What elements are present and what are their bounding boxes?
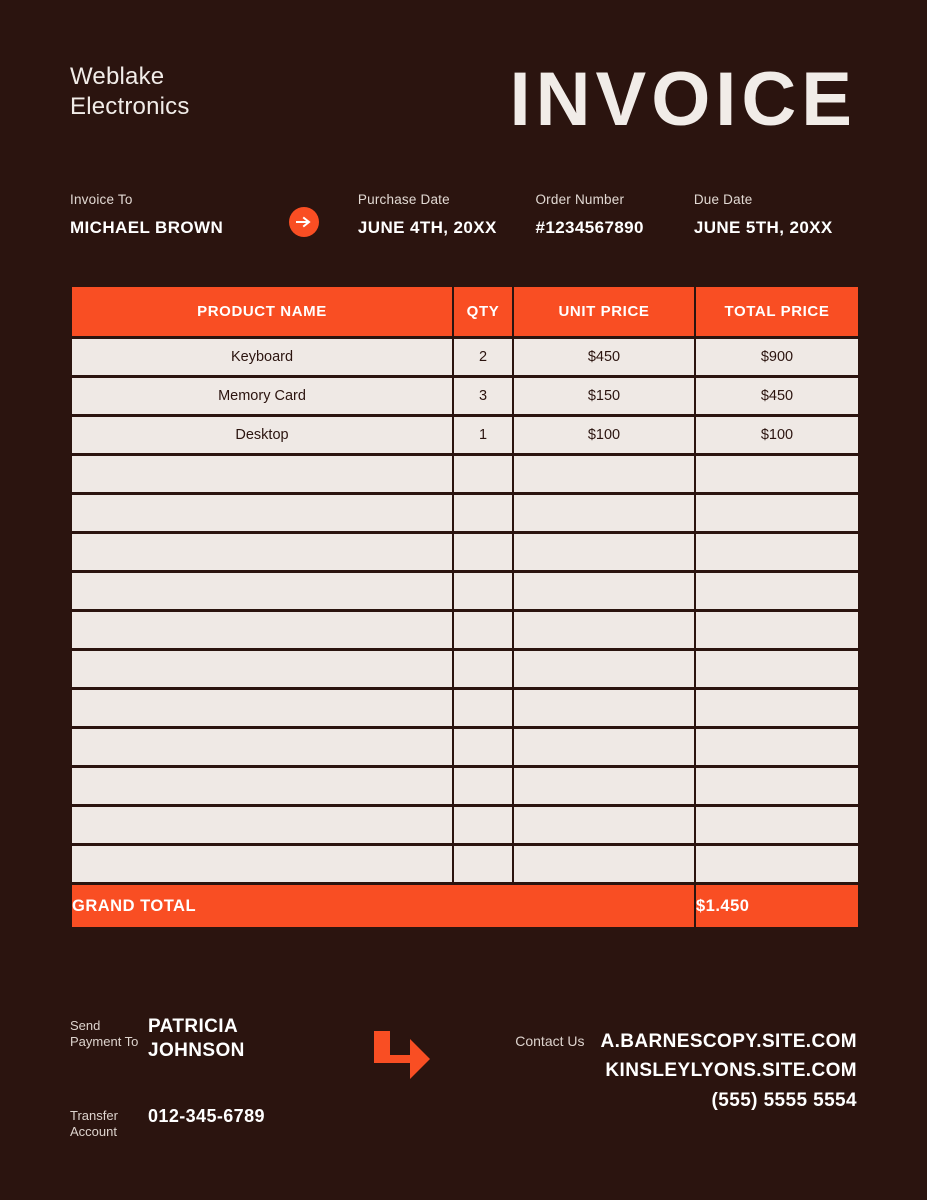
arrow-right-icon [289,207,319,237]
table-cell: 2 [454,339,512,375]
table-cell [696,690,858,726]
table-cell [514,807,694,843]
table-header-row [72,287,858,336]
table-row [72,690,858,726]
invoice-footer [0,1015,927,1140]
table-cell: $150 [514,378,694,414]
table-cell [696,573,858,609]
table-cell: $100 [696,417,858,453]
payee-line-2: JOHNSON [148,1039,245,1061]
grand-total-value: $1.450 [696,885,858,927]
table-cell [514,573,694,609]
table-cell [454,456,512,492]
arrow-down-right-icon [370,1025,434,1094]
table-cell [696,495,858,531]
table-cell [454,495,512,531]
table-row [72,495,858,531]
contact-phone[interactable]: (555) 5555 5554 [711,1089,857,1111]
table-cell [454,846,512,882]
table-cell [454,690,512,726]
column-header-product-name: PRODUCT NAME [72,287,452,336]
payment-details [70,1015,440,1140]
contact-us-label: Contact Us [515,1033,585,1049]
grand-total-row [72,885,858,927]
table-cell [514,690,694,726]
invoice-meta [0,192,927,238]
meta-invoice-to-label: Invoice To [70,192,133,208]
table-cell [72,651,452,687]
meta-order-number [535,192,693,238]
table-cell [514,729,694,765]
table-row [72,573,858,609]
table-cell [72,456,452,492]
table-cell: 1 [454,417,512,453]
table-cell [514,495,694,531]
table-cell [514,612,694,648]
table-cell: 3 [454,378,512,414]
table-cell [454,768,512,804]
invoice-header [0,0,927,142]
column-header-total-price: TOTAL PRICE [696,287,858,336]
meta-purchase-date-value: JUNE 4TH, 20XX [357,218,497,238]
brand-line-1: Weblake [70,63,165,90]
table-cell [514,768,694,804]
table-cell [696,456,858,492]
table-cell [454,573,512,609]
table-cell: $900 [696,339,858,375]
table-cell [72,807,452,843]
table-cell [72,729,452,765]
table-cell: Keyboard [72,339,452,375]
table-cell [454,651,512,687]
meta-due-date [694,192,857,238]
table-row [72,534,858,570]
invoice-table-head [72,287,858,336]
table-cell [72,573,452,609]
table-cell [696,846,858,882]
transfer-account-value: 012-345-6789 [148,1105,265,1126]
table-cell: Desktop [72,417,452,453]
table-row [72,339,858,375]
brand-name [70,62,190,122]
table-cell [514,651,694,687]
table-cell: $450 [514,339,694,375]
meta-invoice-to-value: MICHAEL BROWN [70,218,224,238]
table-row [72,378,858,414]
send-payment-to-value [148,1015,245,1063]
payee-line-1: PATRICIA [148,1016,239,1037]
table-row [72,612,858,648]
column-header-unit-price: UNIT PRICE [514,287,694,336]
contact-website-1[interactable]: A.BARNESCOPY.SITE.COM [600,1031,857,1052]
table-cell [454,807,512,843]
table-row [72,456,858,492]
table-cell [696,534,858,570]
table-cell [72,495,452,531]
meta-purchase-date [358,192,536,238]
meta-due-date-value: JUNE 5TH, 20XX [693,218,833,238]
table-cell [514,456,694,492]
meta-due-date-label: Due Date [693,192,753,208]
table-cell [696,651,858,687]
table-cell [696,807,858,843]
invoice-table [70,284,860,930]
table-cell: $450 [696,378,858,414]
table-cell [72,690,452,726]
table-cell [454,612,512,648]
invoice-table-foot [72,885,858,927]
page-title: INVOICE [509,57,857,142]
invoice-table-wrapper [70,284,857,930]
table-row [72,807,858,843]
table-cell [696,729,858,765]
meta-order-number-value: #1234567890 [535,218,644,238]
table-cell [72,846,452,882]
table-row [72,846,858,882]
column-header-qty: QTY [454,287,512,336]
table-row [72,768,858,804]
table-cell [514,846,694,882]
table-cell [696,768,858,804]
table-cell [72,612,452,648]
table-row [72,417,858,453]
table-row [72,651,858,687]
meta-order-number-label: Order Number [535,192,625,208]
contact-lines [601,1027,858,1115]
grand-total-label: GRAND TOTAL [72,885,694,927]
table-row [72,729,858,765]
contact-website-2[interactable]: KINSLEYLYONS.SITE.COM [605,1060,857,1082]
transfer-account-label: Transfer Account [70,1107,118,1139]
table-cell [454,534,512,570]
brand-line-2: Electronics [70,93,190,120]
table-cell [454,729,512,765]
table-cell [696,612,858,648]
contact-details [515,1015,857,1115]
table-cell: $100 [514,417,694,453]
table-cell: Memory Card [72,378,452,414]
table-cell [72,534,452,570]
invoice-table-body [72,339,858,882]
table-cell [514,534,694,570]
meta-purchase-date-label: Purchase Date [357,192,450,208]
table-cell [72,768,452,804]
transfer-account-row [70,1105,440,1141]
send-payment-to-label: Send Payment To [70,1018,139,1050]
